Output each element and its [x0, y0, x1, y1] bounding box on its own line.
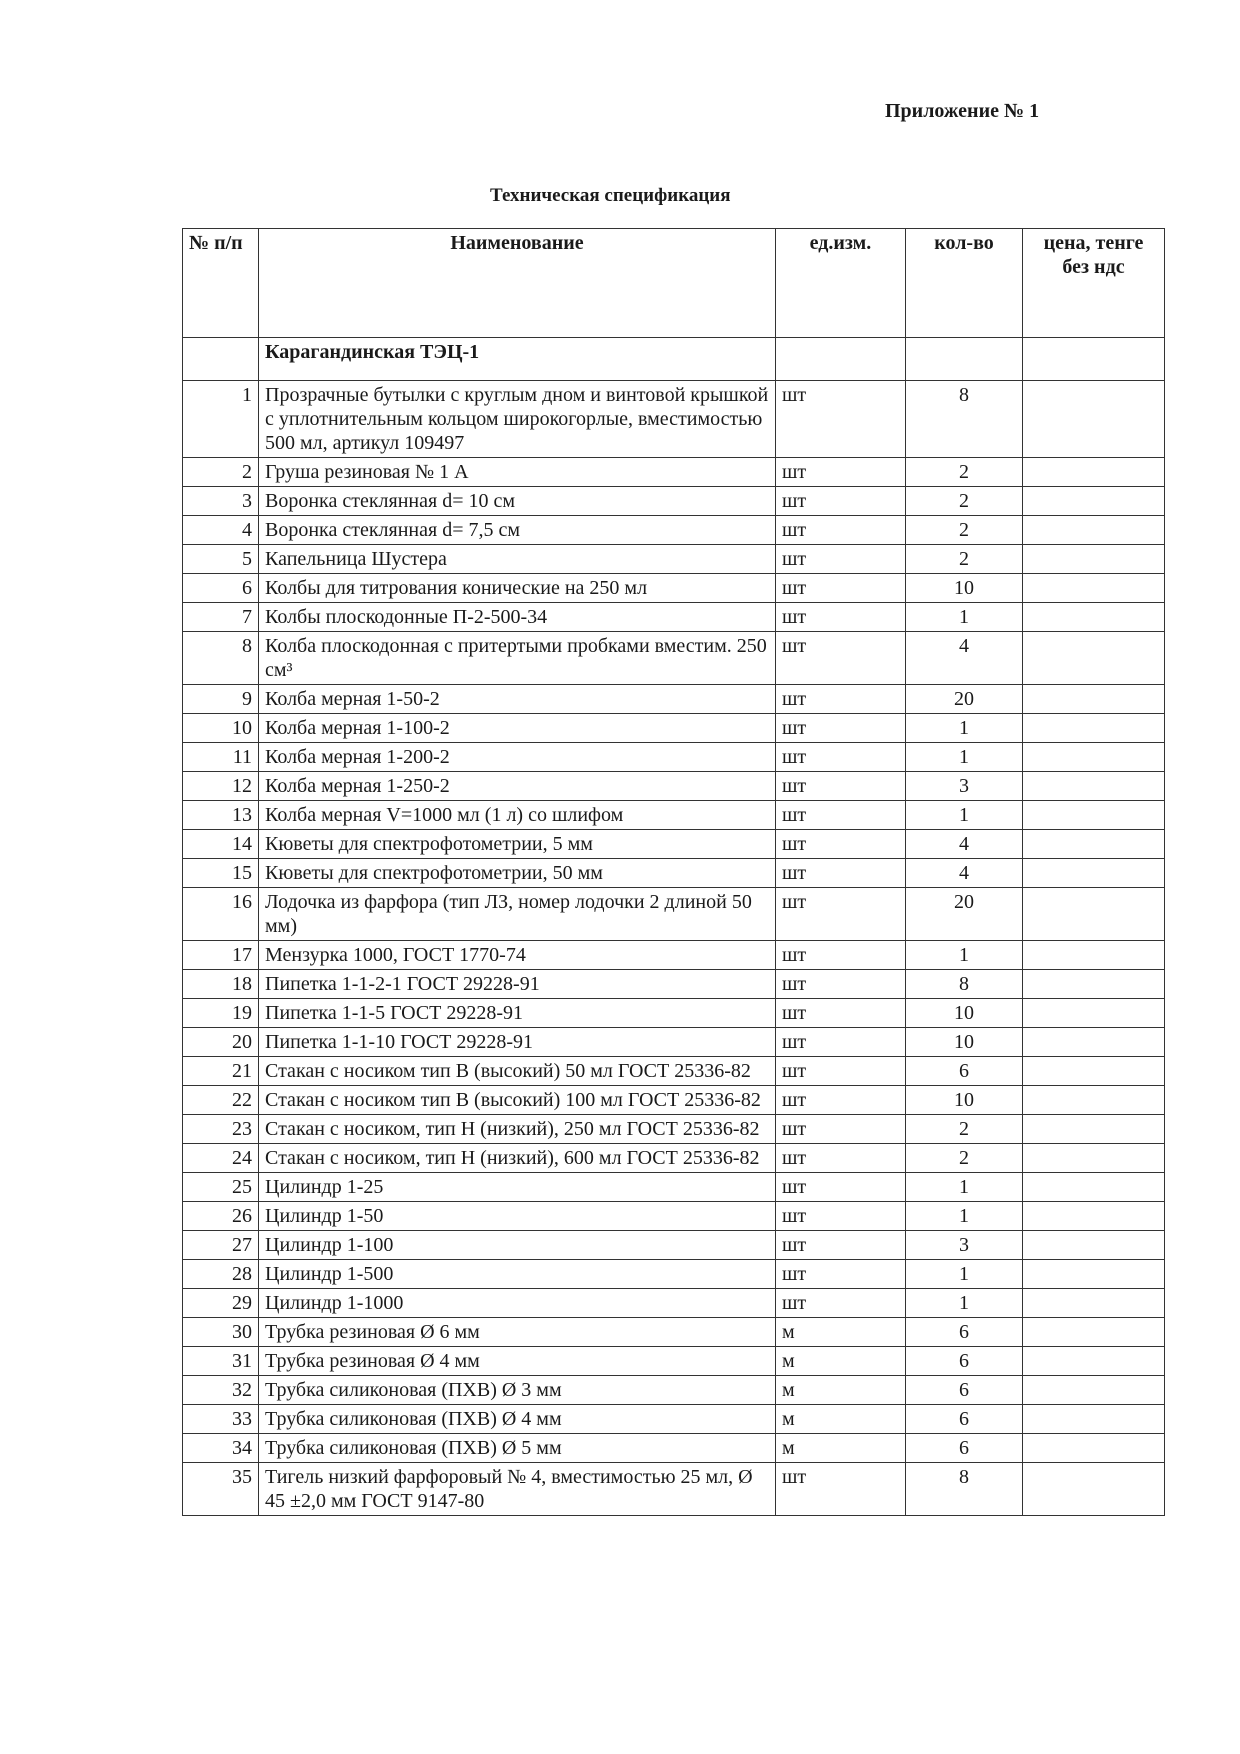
- table-row: [183, 685, 1165, 714]
- row-name: Цилиндр 1-1000: [259, 1289, 776, 1318]
- row-unit: шт: [776, 1202, 906, 1231]
- row-quantity: 8: [906, 1463, 1023, 1516]
- row-quantity: 1: [906, 801, 1023, 830]
- row-name: Кюветы для спектрофотометрии, 5 мм: [259, 830, 776, 859]
- group-qty-cell: [906, 338, 1023, 381]
- row-quantity: 1: [906, 1260, 1023, 1289]
- row-number: 2: [183, 458, 259, 487]
- row-unit: м: [776, 1434, 906, 1463]
- row-number: 9: [183, 685, 259, 714]
- table-row: [183, 830, 1165, 859]
- row-unit: шт: [776, 685, 906, 714]
- row-number: 3: [183, 487, 259, 516]
- table-row: [183, 714, 1165, 743]
- row-number: 25: [183, 1173, 259, 1202]
- row-number: 6: [183, 574, 259, 603]
- row-quantity: 4: [906, 859, 1023, 888]
- row-unit: шт: [776, 1289, 906, 1318]
- table-row: [183, 1405, 1165, 1434]
- row-price: [1023, 1405, 1165, 1434]
- header-unit: ед.изм.: [776, 229, 906, 338]
- row-name: Тигель низкий фарфоровый № 4, вместимостью 25 мл, Ø 45 ±2,0 мм ГОСТ 9147-80: [259, 1463, 776, 1516]
- header-qty: кол-во: [906, 229, 1023, 338]
- row-unit: шт: [776, 941, 906, 970]
- row-quantity: 4: [906, 830, 1023, 859]
- row-name: Воронка стеклянная d= 7,5 см: [259, 516, 776, 545]
- row-price: [1023, 714, 1165, 743]
- row-quantity: 20: [906, 888, 1023, 941]
- table-row: [183, 1057, 1165, 1086]
- table-row: [183, 859, 1165, 888]
- row-name: Колба плоскодонная с притертыми пробками вместим. 250 см³: [259, 632, 776, 685]
- row-unit: шт: [776, 772, 906, 801]
- table-row: [183, 801, 1165, 830]
- row-number: 34: [183, 1434, 259, 1463]
- row-number: 22: [183, 1086, 259, 1115]
- row-unit: шт: [776, 1086, 906, 1115]
- row-number: 21: [183, 1057, 259, 1086]
- row-number: 4: [183, 516, 259, 545]
- row-name: Колбы для титрования конические на 250 мл: [259, 574, 776, 603]
- row-unit: шт: [776, 714, 906, 743]
- row-name: Пипетка 1-1-5 ГОСТ 29228-91: [259, 999, 776, 1028]
- row-unit: шт: [776, 1144, 906, 1173]
- table-body: [183, 338, 1165, 1516]
- row-number: 33: [183, 1405, 259, 1434]
- row-name: Цилиндр 1-50: [259, 1202, 776, 1231]
- table-row: [183, 1115, 1165, 1144]
- row-price: [1023, 603, 1165, 632]
- header-price: цена, тенге без ндс: [1023, 229, 1165, 338]
- row-number: 12: [183, 772, 259, 801]
- row-unit: шт: [776, 574, 906, 603]
- row-name: Трубка силиконовая (ПХВ) Ø 5 мм: [259, 1434, 776, 1463]
- row-number: 1: [183, 381, 259, 458]
- row-name: Трубка силиконовая (ПХВ) Ø 3 мм: [259, 1376, 776, 1405]
- row-number: 7: [183, 603, 259, 632]
- row-unit: шт: [776, 743, 906, 772]
- row-quantity: 8: [906, 381, 1023, 458]
- row-unit: шт: [776, 1260, 906, 1289]
- table-row: [183, 1318, 1165, 1347]
- row-price: [1023, 632, 1165, 685]
- row-quantity: 10: [906, 999, 1023, 1028]
- row-quantity: 1: [906, 714, 1023, 743]
- row-unit: шт: [776, 1115, 906, 1144]
- row-name: Воронка стеклянная d= 10 см: [259, 487, 776, 516]
- row-quantity: 10: [906, 1086, 1023, 1115]
- table-row: [183, 381, 1165, 458]
- row-quantity: 2: [906, 487, 1023, 516]
- row-price: [1023, 801, 1165, 830]
- table-row: [183, 574, 1165, 603]
- row-unit: шт: [776, 487, 906, 516]
- row-price: [1023, 1347, 1165, 1376]
- row-name: Мензурка 1000, ГОСТ 1770-74: [259, 941, 776, 970]
- row-name: Колба мерная V=1000 мл (1 л) со шлифом: [259, 801, 776, 830]
- row-number: 20: [183, 1028, 259, 1057]
- table-row: [183, 1231, 1165, 1260]
- row-number: 29: [183, 1289, 259, 1318]
- row-name: Пипетка 1-1-10 ГОСТ 29228-91: [259, 1028, 776, 1057]
- row-number: 5: [183, 545, 259, 574]
- table-row: [183, 1202, 1165, 1231]
- row-unit: м: [776, 1376, 906, 1405]
- row-unit: шт: [776, 830, 906, 859]
- row-name: Капельница Шустера: [259, 545, 776, 574]
- row-quantity: 6: [906, 1434, 1023, 1463]
- row-name: Цилиндр 1-500: [259, 1260, 776, 1289]
- row-price: [1023, 1318, 1165, 1347]
- row-price: [1023, 1028, 1165, 1057]
- table-row: [183, 1347, 1165, 1376]
- row-name: Пипетка 1-1-2-1 ГОСТ 29228-91: [259, 970, 776, 999]
- row-price: [1023, 1173, 1165, 1202]
- row-unit: м: [776, 1405, 906, 1434]
- row-price: [1023, 772, 1165, 801]
- table-row: [183, 632, 1165, 685]
- row-price: [1023, 487, 1165, 516]
- row-price: [1023, 999, 1165, 1028]
- row-quantity: 10: [906, 574, 1023, 603]
- row-number: 18: [183, 970, 259, 999]
- specification-table: [182, 228, 1165, 1516]
- header-num: № п/п: [183, 229, 259, 338]
- row-price: [1023, 1115, 1165, 1144]
- row-quantity: 2: [906, 1144, 1023, 1173]
- row-quantity: 2: [906, 458, 1023, 487]
- row-name: Колба мерная 1-200-2: [259, 743, 776, 772]
- row-price: [1023, 1463, 1165, 1516]
- header-row: [183, 229, 1165, 338]
- table-row: [183, 941, 1165, 970]
- row-name: Колбы плоскодонные П-2-500-34: [259, 603, 776, 632]
- row-name: Стакан с носиком, тип Н (низкий), 600 мл ГОСТ 25336-82: [259, 1144, 776, 1173]
- group-row: [183, 338, 1165, 381]
- row-quantity: 1: [906, 941, 1023, 970]
- table-row: [183, 603, 1165, 632]
- row-price: [1023, 1231, 1165, 1260]
- row-unit: шт: [776, 999, 906, 1028]
- row-price: [1023, 516, 1165, 545]
- row-quantity: 2: [906, 1115, 1023, 1144]
- row-unit: шт: [776, 859, 906, 888]
- table-row: [183, 970, 1165, 999]
- row-unit: шт: [776, 1231, 906, 1260]
- row-unit: шт: [776, 1057, 906, 1086]
- table-row: [183, 1086, 1165, 1115]
- row-name: Стакан с носиком тип В (высокий) 100 мл ГОСТ 25336-82: [259, 1086, 776, 1115]
- row-name: Груша резиновая № 1 А: [259, 458, 776, 487]
- row-number: 23: [183, 1115, 259, 1144]
- row-name: Кюветы для спектрофотометрии, 50 мм: [259, 859, 776, 888]
- row-number: 31: [183, 1347, 259, 1376]
- row-quantity: 10: [906, 1028, 1023, 1057]
- table-row: [183, 1260, 1165, 1289]
- table-row: [183, 1376, 1165, 1405]
- row-quantity: 3: [906, 1231, 1023, 1260]
- row-number: 27: [183, 1231, 259, 1260]
- row-number: 16: [183, 888, 259, 941]
- row-price: [1023, 859, 1165, 888]
- row-price: [1023, 1260, 1165, 1289]
- row-quantity: 2: [906, 516, 1023, 545]
- row-number: 14: [183, 830, 259, 859]
- row-number: 17: [183, 941, 259, 970]
- row-quantity: 1: [906, 1289, 1023, 1318]
- row-quantity: 6: [906, 1376, 1023, 1405]
- row-number: 8: [183, 632, 259, 685]
- row-price: [1023, 1434, 1165, 1463]
- row-quantity: 8: [906, 970, 1023, 999]
- row-name: Колба мерная 1-250-2: [259, 772, 776, 801]
- row-number: 15: [183, 859, 259, 888]
- row-unit: шт: [776, 801, 906, 830]
- row-quantity: 6: [906, 1318, 1023, 1347]
- row-name: Колба мерная 1-100-2: [259, 714, 776, 743]
- row-quantity: 6: [906, 1347, 1023, 1376]
- row-unit: м: [776, 1347, 906, 1376]
- table-row: [183, 1028, 1165, 1057]
- table-row: [183, 1289, 1165, 1318]
- row-number: 24: [183, 1144, 259, 1173]
- row-name: Прозрачные бутылки с круглым дном и винтовой крышкой с уплотнительным кольцом широкогорлые, вместимостью 500 мл, артикул 109497: [259, 381, 776, 458]
- row-quantity: 4: [906, 632, 1023, 685]
- row-unit: шт: [776, 632, 906, 685]
- row-quantity: 1: [906, 1173, 1023, 1202]
- row-name: Цилиндр 1-25: [259, 1173, 776, 1202]
- row-price: [1023, 830, 1165, 859]
- row-name: Лодочка из фарфора (тип ЛЗ, номер лодочки 2 длиной 50 мм): [259, 888, 776, 941]
- row-name: Трубка резиновая Ø 6 мм: [259, 1318, 776, 1347]
- row-number: 30: [183, 1318, 259, 1347]
- row-price: [1023, 743, 1165, 772]
- row-unit: шт: [776, 458, 906, 487]
- row-unit: шт: [776, 516, 906, 545]
- row-number: 26: [183, 1202, 259, 1231]
- row-quantity: 6: [906, 1405, 1023, 1434]
- table-row: [183, 516, 1165, 545]
- row-unit: шт: [776, 1028, 906, 1057]
- table-row: [183, 1173, 1165, 1202]
- row-quantity: 1: [906, 603, 1023, 632]
- group-price-cell: [1023, 338, 1165, 381]
- row-number: 35: [183, 1463, 259, 1516]
- row-number: 28: [183, 1260, 259, 1289]
- row-quantity: 2: [906, 545, 1023, 574]
- row-price: [1023, 458, 1165, 487]
- row-name: Цилиндр 1-100: [259, 1231, 776, 1260]
- row-number: 19: [183, 999, 259, 1028]
- row-price: [1023, 1086, 1165, 1115]
- row-name: Стакан с носиком тип В (высокий) 50 мл ГОСТ 25336-82: [259, 1057, 776, 1086]
- row-unit: шт: [776, 545, 906, 574]
- row-number: 32: [183, 1376, 259, 1405]
- table-row: [183, 743, 1165, 772]
- row-price: [1023, 545, 1165, 574]
- group-unit-cell: [776, 338, 906, 381]
- row-unit: шт: [776, 970, 906, 999]
- row-price: [1023, 941, 1165, 970]
- row-price: [1023, 574, 1165, 603]
- table-row: [183, 1144, 1165, 1173]
- table-row: [183, 458, 1165, 487]
- row-price: [1023, 1202, 1165, 1231]
- row-unit: шт: [776, 603, 906, 632]
- row-price: [1023, 1289, 1165, 1318]
- row-price: [1023, 1376, 1165, 1405]
- table-row: [183, 487, 1165, 516]
- row-price: [1023, 888, 1165, 941]
- row-name: Стакан с носиком, тип Н (низкий), 250 мл ГОСТ 25336-82: [259, 1115, 776, 1144]
- row-unit: шт: [776, 381, 906, 458]
- table-row: [183, 888, 1165, 941]
- row-price: [1023, 685, 1165, 714]
- header-name: Наименование: [259, 229, 776, 338]
- table-row: [183, 545, 1165, 574]
- document-title: Техническая спецификация: [490, 185, 731, 206]
- table-row: [183, 1434, 1165, 1463]
- row-name: Трубка силиконовая (ПХВ) Ø 4 мм: [259, 1405, 776, 1434]
- row-name: Колба мерная 1-50-2: [259, 685, 776, 714]
- row-unit: шт: [776, 1463, 906, 1516]
- group-num-cell: [183, 338, 259, 381]
- row-unit: шт: [776, 1173, 906, 1202]
- row-price: [1023, 381, 1165, 458]
- row-quantity: 20: [906, 685, 1023, 714]
- row-quantity: 1: [906, 1202, 1023, 1231]
- row-unit: шт: [776, 888, 906, 941]
- row-price: [1023, 970, 1165, 999]
- row-price: [1023, 1057, 1165, 1086]
- appendix-label: Приложение № 1: [885, 100, 1040, 122]
- row-quantity: 6: [906, 1057, 1023, 1086]
- row-price: [1023, 1144, 1165, 1173]
- row-quantity: 1: [906, 743, 1023, 772]
- group-name: Карагандинская ТЭЦ-1: [259, 338, 776, 381]
- table-row: [183, 999, 1165, 1028]
- row-number: 13: [183, 801, 259, 830]
- table-row: [183, 772, 1165, 801]
- table-row: [183, 1463, 1165, 1516]
- row-name: Трубка резиновая Ø 4 мм: [259, 1347, 776, 1376]
- row-number: 11: [183, 743, 259, 772]
- row-unit: м: [776, 1318, 906, 1347]
- row-number: 10: [183, 714, 259, 743]
- row-quantity: 3: [906, 772, 1023, 801]
